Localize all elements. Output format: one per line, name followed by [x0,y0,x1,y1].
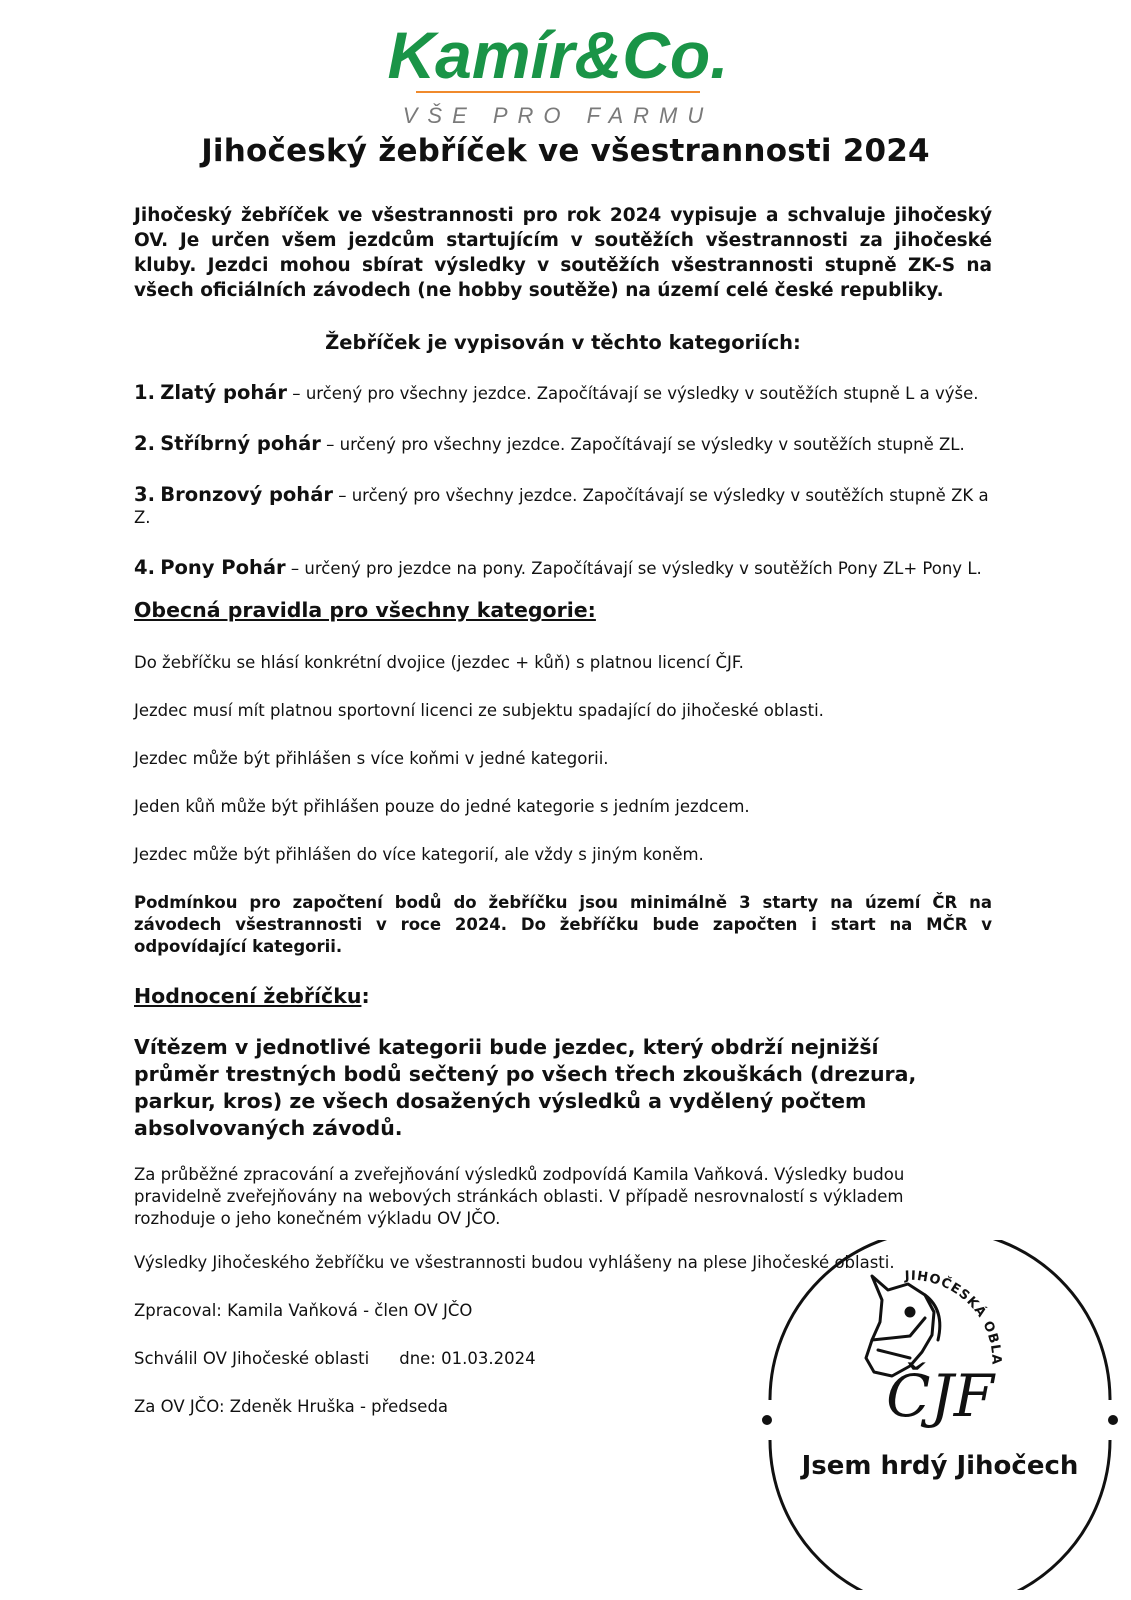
category-text: určený pro všechny jezdce. Započítávají se výsledky v soutěžích stupně ZK a Z. [134,486,989,527]
categories-heading: Žebříček je vypisován v těchto kategoriích: [325,331,801,354]
seal-dot-right [1108,1415,1118,1425]
category-name: Bronzový pohár [160,483,333,506]
regional-seal [760,1240,1120,1590]
category-text: určený pro všechny jezdce. Započítávají se výsledky v soutěžích stupně ZL. [339,435,965,454]
rule-item: Jezdec může být přihlášen do více kategorií, ale vždy s jiným koněm. [134,845,704,864]
kamir-logo [378,12,738,130]
logo-tagline: VŠE PRO FARMU [402,103,714,128]
category-name: Stříbrný pohár [160,432,321,455]
category-number: 4. [134,556,155,579]
category-item-gold [134,382,992,405]
rule-item: Jezdec může být přihlášen s více koňmi v jedné kategorii. [134,749,609,768]
seal-arc-text: JIHOČESKÁ OBLA [904,1268,1004,1366]
category-dash: – [320,435,340,454]
document-body [134,203,992,1418]
category-number: 1. [134,381,155,404]
rules-heading: Obecná pravidla pro všechny kategorie: [134,598,596,622]
winner-rule-paragraph: Vítězem v jednotlivé kategorii bude jezdec, který obdrží nejnižší průměr trestných bodů sečtený po všech třech zkouškách (drezura, parkur, kros) ze všech dosažených výsledků a vydělený počtem absolvovaných závodů. [134,1035,917,1140]
category-dash: – [332,486,352,505]
intro-paragraph: Jihočeský žebříček ve všestrannosti pro rok 2024 vypisuje a schvaluje jihočeský OV. Je určen všem jezdcům startujícím v soutěžích všestrannosti za jihočeské kluby. Jezdci mohou sbírat výsledky v soutěžích všestrannosti stupně ZK-S na všech oficiálních závodech (ne hobby soutěže) na území celé české republiky. [134,205,992,301]
processing-note: Za průběžné zpracování a zveřejňování výsledků zodpovídá Kamila Vaňková. Výsledky budou pravidelně zveřejňovány na webových stránkách oblasti. V případě nesrovnalostí s výkladem rozhoduje o jeho konečném výkladu OV JČO. [134,1165,905,1228]
approval-date: dne: 01.03.2024 [399,1349,536,1368]
category-item-silver [134,433,992,456]
document-title: Jihočeský žebříček ve všestrannosti 2024 [201,133,930,169]
seal-dot-left [762,1415,772,1425]
evaluation-heading [134,984,992,1008]
evaluation-heading-text: Hodnocení žebříčku [134,984,362,1008]
category-name: Zlatý pohár [160,381,288,404]
category-number: 3. [134,483,155,506]
category-name: Pony Pohár [160,556,286,579]
seal-monogram: ČJF [886,1362,994,1430]
category-number: 2. [134,432,155,455]
approved-by: Schválil OV Jihočeské oblasti [134,1349,370,1368]
rule-item: Do žebříčku se hlásí konkrétní dvojice (jezdec + kůň) s platnou licencí ČJF. [134,653,744,672]
seal-motto: Jsem hrdý Jihočech [801,1451,1079,1481]
for-ov-line: Za OV JČO: Zdeněk Hruška - předseda [134,1397,449,1416]
announcement-note: Výsledky Jihočeského žebříčku ve všestrannosti budou vyhlášeny na plese Jihočeské oblasti. [134,1253,895,1272]
evaluation-heading-colon: : [361,984,370,1008]
rule-item: Jezdec musí mít platnou sportovní licenci ze subjektu spadající do jihočeské oblasti. [134,701,824,720]
rules-condition-paragraph: Podmínkou pro započtení bodů do žebříčku jsou minimálně 3 starty na území ČR na závodech všestrannosti v roce 2024. Do žebříčku bude započten i start na MČR v odpovídající kategorii. [134,893,992,956]
category-dash: – [287,384,306,403]
category-item-bronze [134,484,992,529]
category-text: určený pro jezdce na pony. Započítávají se výsledky v soutěžích Pony ZL+ Pony L. [304,559,982,578]
logo-brand: Kamír&Co. [387,18,729,92]
category-item-pony [134,557,992,580]
category-dash: – [285,559,305,578]
category-text: určený pro všechny jezdce. Započítávají se výsledky v soutěžích stupně L a výše. [305,384,979,403]
rule-item: Jeden kůň může být přihlášen pouze do jedné kategorie s jedním jezdcem. [134,797,750,816]
prepared-by: Zpracoval: Kamila Vaňková - člen OV JČO [134,1301,473,1320]
horse-head-icon [866,1276,940,1376]
